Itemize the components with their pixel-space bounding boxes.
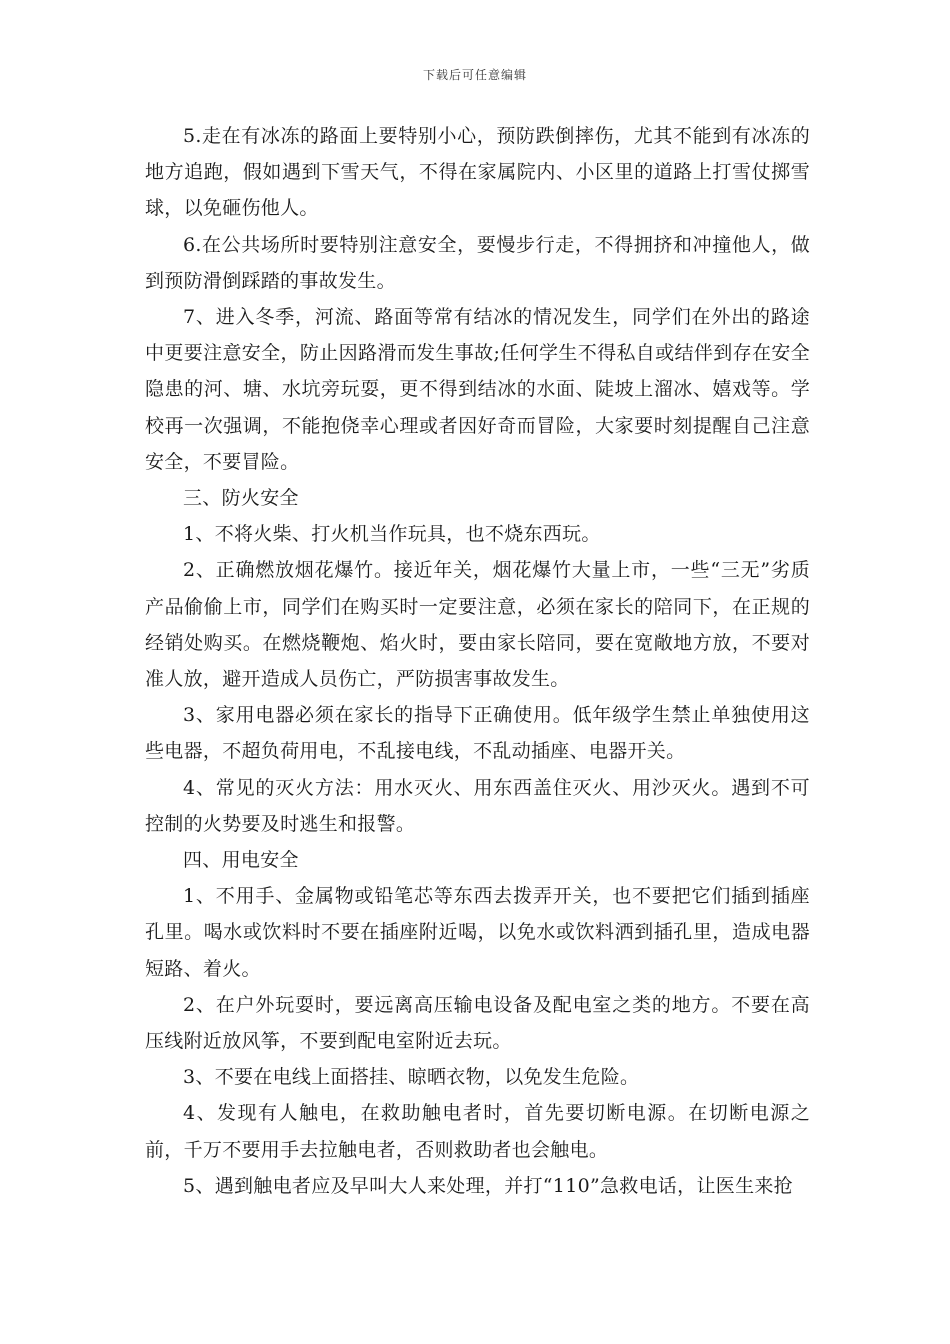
paragraph-fire-item-1: 1、不将火柴、打火机当作玩具，也不烧东西玩。	[183, 523, 601, 546]
paragraph-fire-item-4: 4、常见的灭火方法：用水灭火、用东西盖住灭火、用沙灭火。遇到不可控制的火势要及时逃生和报警。	[145, 776, 810, 835]
section-heading-electric-safety: 四、用电安全	[183, 849, 299, 872]
paragraph-electric-item-5: 5、遇到触电者应及早叫大人来处理，并打“110”急救电话，让医生来抢	[183, 1174, 793, 1197]
paragraph-electric-item-1: 1、不用手、金属物或铅笔芯等东西去拨弄开关，也不要把它们插到插座孔里。喝水或饮料时不要在插座附近喝，以免水或饮料洒到插孔里，造成电器短路、着火。	[145, 885, 810, 980]
paragraph-electric-item-2: 2、在户外玩耍时，要远离高压输电设备及配电室之类的地方。不要在高压线附近放风筝，不要到配电室附近去玩。	[145, 993, 810, 1053]
paragraph-fire-item-3: 3、家用电器必须在家长的指导下正确使用。低年级学生禁止单独使用这些电器，不超负荷用电，不乱接电线，不乱动插座、电器开关。	[145, 704, 810, 763]
paragraph-item-5-ice-road: 5.走在有冰冻的路面上要特别小心，预防跌倒摔伤，尤其不能到有冰冻的地方追跑，假如遇到下雪天气，不得在家属院内、小区里的道路上打雪仗掷雪球，以免砸伤他人。	[145, 125, 810, 220]
paragraph-electric-item-3: 3、不要在电线上面搭挂、晾晒衣物，以免发生危险。	[183, 1066, 640, 1089]
paragraph-item-6-public-places: 6.在公共场所时要特别注意安全，要慢步行走，不得拥挤和冲撞他人，做到预防滑倒踩踏的事故发生。	[145, 233, 810, 292]
document-body	[145, 118, 810, 1204]
paragraph-electric-item-4: 4、发现有人触电，在救助触电者时，首先要切断电源。在切断电源之前，千万不要用手去拉触电者，否则救助者也会触电。	[145, 1102, 810, 1161]
paragraph-item-7-winter-rivers: 7、进入冬季，河流、路面等常有结冰的情况发生，同学们在外出的路途中更要注意安全，防止因路滑而发生事故;任何学生不得私自或结伴到存在安全隐患的河、塘、水坑旁玩耍，更不得到结冰的水面、陡坡上溜冰、嬉戏等。学校再一次强调，不能抱侥幸心理或者因好奇而冒险，大家要时刻提醒自己注意安全，不要冒险。	[145, 306, 810, 473]
paragraph-fire-item-2: 2、正确燃放烟花爆竹。接近年关，烟花爆竹大量上市，一些“三无”劣质产品偷偷上市，同学们在购买时一定要注意，必须在家长的陪同下，在正规的经销处购买。在燃烧鞭炮、焰火时，要由家长陪同，要在宽敞地方放，不要对准人放，避开造成人员伤亡，严防损害事故发生。	[145, 559, 810, 691]
page-header-note: 下载后可任意编辑	[422, 68, 527, 82]
section-heading-fire-safety: 三、防火安全	[183, 487, 299, 510]
